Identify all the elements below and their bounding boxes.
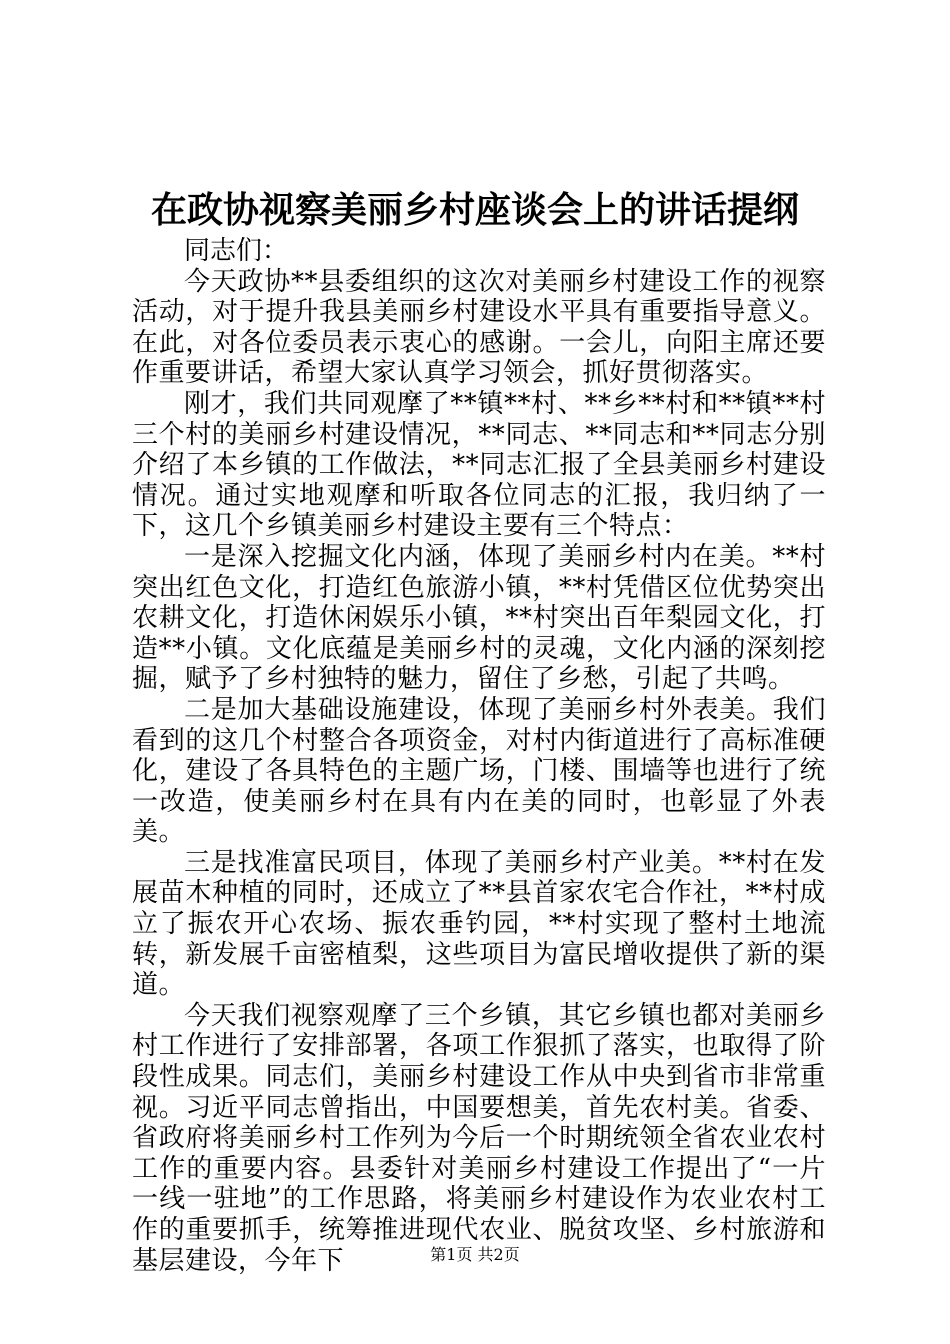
paragraph-3: 一是深入挖掘文化内涵，体现了美丽乡村内在美。**村突出红色文化，打造红色旅游小镇，**村凭借区位优势突出农耕文化，打造休闲娱乐小镇，**村突出百年梨园文化，打造**小镇。文化底蕴是美丽乡村的灵魂，文化内涵的深刻挖掘，赋予了乡村独特的魅力，留住了乡愁，引起了共鸣。 (132, 541, 826, 695)
paragraph-4: 二是加大基础设施建设，体现了美丽乡村外表美。我们看到的这几个村整合各项资金，对村内街道进行了高标准硬化，建设了各具特色的主题广场，门楼、围墙等也进行了统一改造，使美丽乡村在具有内在美的同时，也彰显了外表美。 (132, 694, 826, 848)
page-footer: 第1页 共2页 (430, 1245, 520, 1264)
salutation: 同志们： (184, 236, 289, 266)
paragraph-5: 三是找准富民项目，体现了美丽乡村产业美。**村在发展苗木种植的同时，还成立了**县首家农宅合作社，**村成立了振农开心农场、振农垂钓园，**村实现了整村土地流转，新发展千亩密植梨，这些项目为富民增收提供了新的渠道。 (132, 847, 826, 1001)
paragraph-6: 今天我们视察观摩了三个乡镇，其它乡镇也都对美丽乡村工作进行了安排部署，各项工作狠抓了落实，也取得了阶段性成果。同志们，美丽乡村建设工作从中央到省市非常重视。习近平同志曾指出，中国要想美，首先农村美。省委、省政府将美丽乡村工作列为今后一个时期统领全省农业农村工作的重要内容。县委针对美丽乡村建设工作提出了“一片一线一驻地”的工作思路，将美丽乡村建设作为农业农村工作的重要抓手，统筹推进现代农业、脱贫攻坚、乡村旅游和基层建设，今年下 (132, 1000, 826, 1276)
paragraph-2: 刚才，我们共同观摩了**镇**村、**乡**村和**镇**村三个村的美丽乡村建设情况，**同志、**同志和**同志分别介绍了本乡镇的工作做法，**同志汇报了全县美丽乡村建设情况。通过实地观摩和听取各位同志的汇报，我归纳了一下，这几个乡镇美丽乡村建设主要有三个特点： (132, 388, 826, 542)
paragraph-1: 今天政协**县委组织的这次对美丽乡村建设工作的视察活动，对于提升我县美丽乡村建设水平具有重要指导意义。在此，对各位委员表示衷心的感谢。一会儿，向阳主席还要作重要讲话，希望大家认真学习领会，抓好贯彻落实。 (132, 266, 826, 389)
document-title: 在政协视察美丽乡村座谈会上的讲话提纲 (150, 189, 799, 231)
document-body (132, 236, 826, 1276)
